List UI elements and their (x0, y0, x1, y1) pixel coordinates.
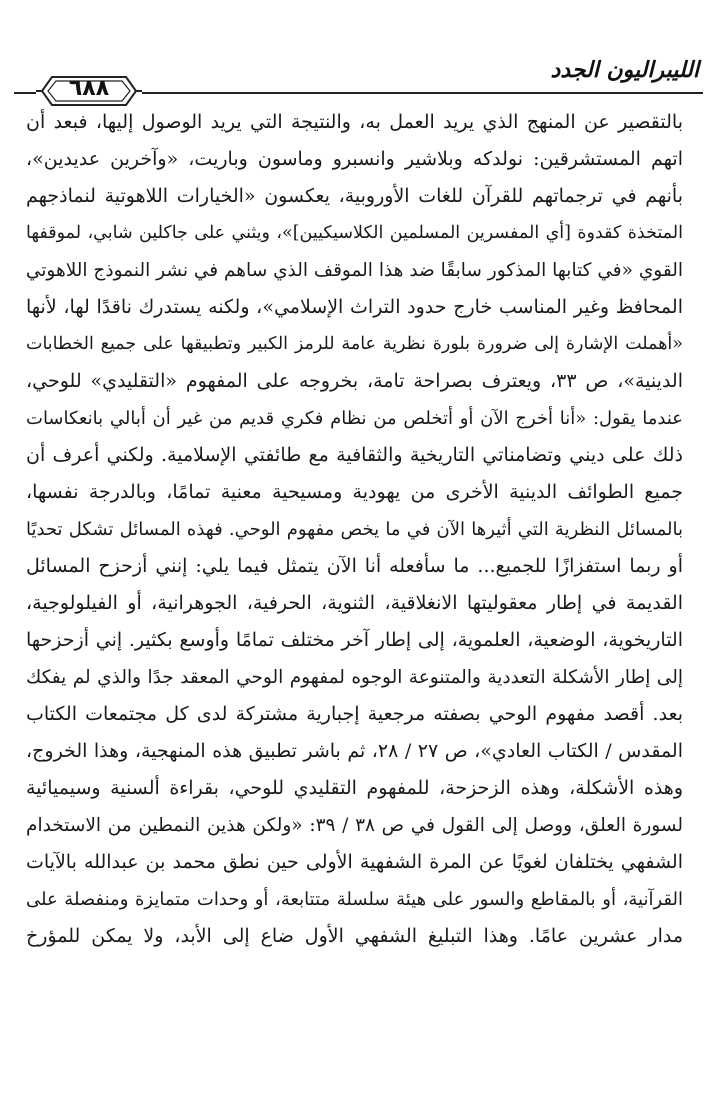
text-line: الشفهي يختلفان لغويًا عن المرة الشفهية الأولى حين نطق محمد بن عبدالله بالآيات (26, 851, 683, 873)
text-line: لسورة العلق، ووصل إلى القول في ص ٣٨ / ٣٩: «ولكن هذين النمطين من الاستخدام (26, 815, 683, 836)
text-line: اتهم المستشرقين: نولدكه وبلاشير وانسبرو وماسون وباريت، «وآخرين عديدين»، (26, 148, 683, 170)
text-line: القرآنية، أو بالمقاطع والسور على هيئة سلسلة متتابعة، أو وحدات متمايزة ومنفصلة على (26, 889, 683, 910)
text-line: جميع الطوائف الدينية الأخرى من يهودية ومسيحية معنية تمامًا، وبالدرجة نفسها، (26, 481, 683, 503)
text-line: المحافظ وغير المناسب خارج حدود التراث الإسلامي»، ولكنه يستدرك ناقدًا لها، لأنها (26, 296, 683, 318)
body-text (26, 104, 683, 955)
text-line: أو ربما استفزازًا للجميع... ما سأفعله أنا الآن يتمثل فيما يلي: إنني أزحزح المسائل (26, 555, 683, 577)
text-line: بالمسائل النظرية التي أثيرها الآن في ما يخص مفهوم الوحي. فهذه المسائل تشكل تحديًا (26, 519, 683, 540)
text-line: المتخذة كقدوة [أي المفسرين المسلمين الكلاسيكيين]»، ويثني على جاكلين شابي، لموقفها (26, 223, 683, 243)
text-line: المقدس / الكتاب العادي»، ص ٢٧ / ٢٨، ثم باشر تطبيق هذه المنهجية، وهذا الخروج، (26, 740, 683, 762)
text-line: بعد. أقصد مفهوم الوحي بصفته مرجعية إجبارية مشتركة لدى كل مجتمعات الكتاب (26, 703, 683, 725)
text-line: بأنهم في ترجماتهم للقرآن للغات الأوروبية، يعكسون «الخيارات اللاهوتية لنماذجهم (26, 185, 683, 207)
text-line: إلى إطار الأشكلة التعددية والمتنوعة الوجوه لمفهوم الوحي المعقد جدًا والذي لم يفكك (26, 667, 683, 688)
text-line: ذلك على ديني وتضامناتي التاريخية والثقافية مع طائفتي الإسلامية. ولكني أعرف أن (26, 444, 683, 466)
text-line: القوي «في كتابها المذكور سابقًا ضد هذا الموقف الذي ساهم في نشر النموذج اللاهوتي (26, 260, 683, 281)
page-header (14, 52, 703, 102)
text-line: «أهملت الإشارة إلى ضرورة بلورة نظرية عامة للرمز الكبير وتطبيقها على جميع الخطابات (26, 334, 683, 354)
text-line: بالتقصير عن المنهج الذي يريد العمل به، والنتيجة التي يريد الوصول إليها، فبعد أن (26, 111, 683, 133)
text-line: مدار عشرين عامًا. وهذا التبليغ الشفهي الأول ضاع إلى الأبد، ولا يمكن للمؤرخ (26, 925, 683, 947)
text-line: وهذه الأشكلة، وهذه الزحزحة، للمفهوم التقليدي للوحي، بقراءة ألسنية وسيميائية (26, 777, 683, 799)
text-line: الدينية»، ص ٣٣، ويعترف بصراحة تامة، بخروجه على المفهوم «التقليدي» للوحي، (26, 370, 683, 392)
page-number: ٦٨٨ (68, 76, 110, 101)
text-line: التاريخوية، الوضعية، العلموية، إلى إطار آخر مختلف تمامًا وأوسع بكثير. إني أزحزحها (26, 629, 683, 651)
text-line: القديمة في إطار معقوليتها الانغلاقية، الثنوية، الحرفية، الجوهرانية، أو الفيلولوجية، (26, 592, 683, 614)
running-title: الليبراليون الجدد (550, 58, 699, 83)
text-line: عندما يقول: «أنا أخرج الآن أو أتخلص من نظام فكري قديم من غير أن أبالي بانعكاسات (26, 408, 683, 429)
